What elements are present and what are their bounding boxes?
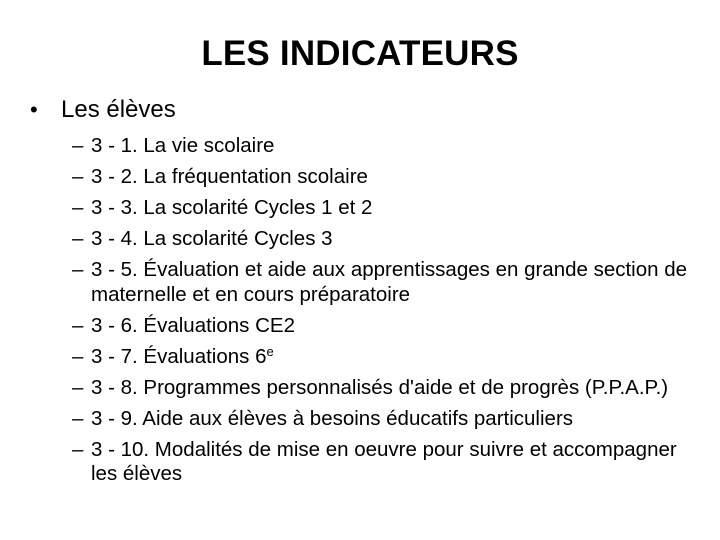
list-item-text: 3 - 3. La scolarité Cycles 1 et 2 <box>91 196 373 219</box>
list-item <box>72 376 692 401</box>
list-item <box>72 407 692 432</box>
section-bullet-item <box>30 94 176 126</box>
list-item-text: 3 - 8. Programmes personnalisés d'aide et de progrès (P.P.A.P.) <box>91 375 669 399</box>
dash-icon: – <box>72 375 84 399</box>
dash-icon: – <box>72 165 84 188</box>
list-item <box>72 196 692 221</box>
list-item-text <box>91 345 692 370</box>
list-item <box>72 438 692 487</box>
dash-icon: – <box>72 406 84 430</box>
superscript: e <box>266 343 274 359</box>
dash-icon: – <box>72 134 84 157</box>
section-label: Les élèves <box>61 96 176 123</box>
slide-title: LES INDICATEURS <box>201 34 519 73</box>
list-item-text-main: 3 - 7. Évaluations 6 <box>91 344 267 368</box>
indicator-list <box>72 134 692 493</box>
dash-icon: – <box>72 196 84 219</box>
list-item-text: 3 - 2. La fréquentation scolaire <box>91 165 368 188</box>
list-item-text: 3 - 9. Aide aux élèves à besoins éducatifs particuliers <box>91 406 574 430</box>
dash-icon: – <box>72 313 84 337</box>
list-item <box>72 345 692 370</box>
list-item-text: 3 - 5. Évaluation et aide aux apprentissages en grande section de maternelle et en cours préparatoire <box>91 258 688 306</box>
dash-icon: – <box>72 344 84 368</box>
list-item <box>72 134 692 159</box>
bullet-icon: • <box>30 97 38 122</box>
dash-icon: – <box>72 437 84 461</box>
list-item-text: 3 - 10. Modalités de mise en oeuvre pour suivre et accompagner les élèves <box>91 437 677 485</box>
list-item-text: 3 - 4. La scolarité Cycles 3 <box>91 227 333 250</box>
list-item <box>72 227 692 252</box>
list-item <box>72 165 692 190</box>
dash-icon: – <box>72 227 84 250</box>
dash-icon: – <box>72 258 84 281</box>
list-item <box>72 258 692 307</box>
list-item <box>72 314 692 339</box>
list-item-text: 3 - 6. Évaluations CE2 <box>91 313 295 337</box>
list-item-text: 3 - 1. La vie scolaire <box>91 134 275 157</box>
